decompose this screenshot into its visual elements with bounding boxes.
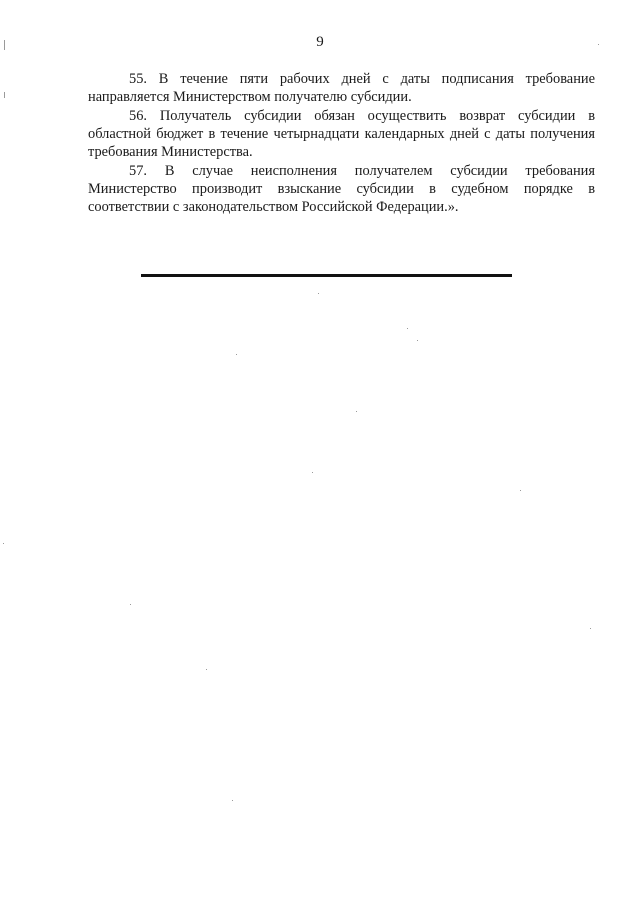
document-body [88,70,595,217]
paragraph-number: 56. [129,108,147,124]
paragraph-number: 57. [129,163,147,179]
scan-speck [206,669,207,670]
scan-speck [4,40,5,50]
scan-speck [356,411,357,412]
paragraph-number: 55. [129,71,147,87]
scan-speck [417,340,418,341]
scan-speck [232,800,233,801]
scan-speck [236,354,237,355]
paragraph-text: В течение пяти рабочих дней с даты подписания требование направляется Министерством получателю субсидии. [88,71,595,105]
paragraph-57 [88,162,595,216]
scan-speck [590,628,591,629]
scan-speck [520,490,521,491]
paragraph-text: Получатель субсидии обязан осуществить возврат субсидии в областной бюджет в течение четырнадцати календарных дней с даты получения требования Министерства. [88,108,595,160]
paragraph-55 [88,70,595,106]
scan-speck [312,472,313,473]
end-of-document-rule [141,274,512,277]
scan-speck [130,604,131,605]
scan-speck [318,293,319,294]
scan-speck [407,328,408,329]
paragraph-text: В случае неисполнения получателем субсидии требования Министерство производит взыскание субсидии в судебном порядке в соответствии с законодательством Российской Федерации.». [88,163,595,215]
page-number: 9 [316,34,324,50]
scan-speck [3,543,4,544]
paragraph-56 [88,107,595,161]
scan-speck [598,44,599,45]
scan-speck [4,92,5,98]
